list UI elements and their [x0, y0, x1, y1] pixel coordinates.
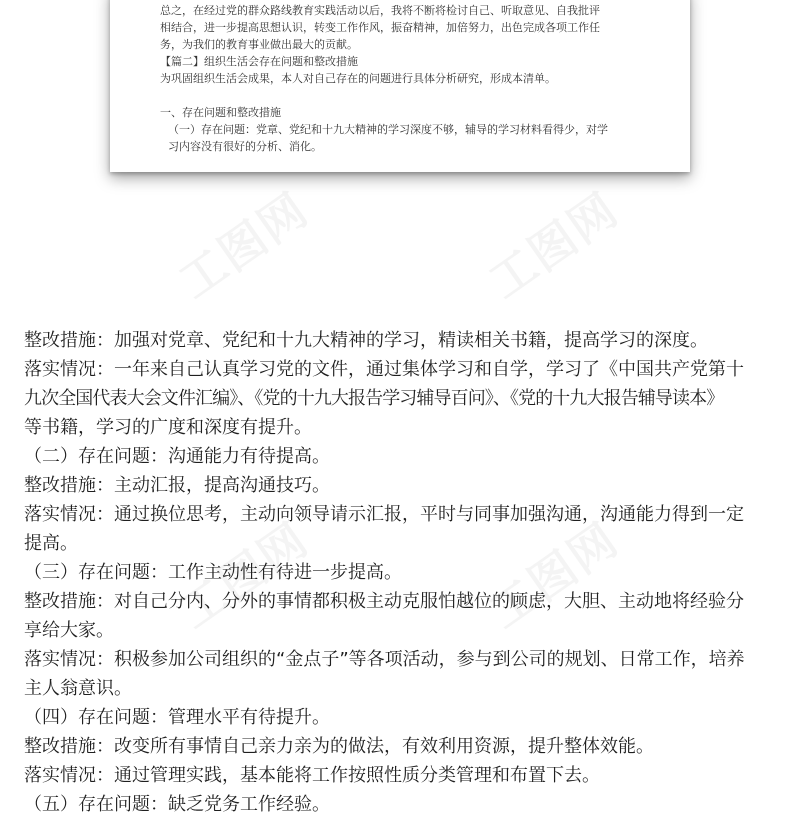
preview-line: 相结合，进一步提高思想认识，转变工作作风，振奋精神，加倍努力，出色完成各项工作任 [160, 21, 600, 34]
body-line: 整改措施：对自己分内、分外的事情都积极主动克服怕越位的顾虑，大胆、主动地将经验分 [24, 591, 744, 612]
document-preview-card [110, 0, 690, 172]
preview-line: 习内容没有很好的分析、消化。 [168, 140, 322, 153]
preview-line: 总之，在经过党的群众路线教育实践活动以后，我将不断将检讨自己、听取意见、自我批评 [160, 4, 600, 17]
body-line: 落实情况：通过管理实践，基本能将工作按照性质分类管理和布置下去。 [24, 765, 600, 786]
body-line: 提高。 [24, 533, 78, 554]
body-line: 整改措施：改变所有事情自己亲力亲为的做法，有效利用资源，提升整体效能。 [24, 736, 654, 757]
body-line: 九次全国代表大会文件汇编》、《党的十九大报告学习辅导百问》、《党的十九大报告辅导读本》 [24, 388, 724, 409]
preview-section-heading: 【篇二】组织生活会存在问题和整改措施 [160, 55, 358, 68]
preview-line: 务，为我们的教育事业做出最大的贡献。 [160, 38, 358, 51]
preview-line: （一）存在问题：党章、党纪和十九大精神的学习深度不够，辅导的学习材料看得少，对学 [168, 123, 608, 136]
preview-subheading: 一、存在问题和整改措施 [160, 106, 281, 119]
body-line: 等书籍，学习的广度和深度有提升。 [24, 417, 312, 438]
watermark [474, 175, 630, 312]
body-line: 整改措施：主动汇报，提高沟通技巧。 [24, 475, 330, 496]
body-line: 主人翁意识。 [24, 678, 132, 699]
body-line: 落实情况：通过换位思考，主动向领导请示汇报，平时与同事加强沟通，沟通能力得到一定 [24, 504, 744, 525]
body-line: （四）存在问题：管理水平有待提升。 [24, 707, 330, 728]
document-body [24, 326, 780, 819]
body-line: （二）存在问题：沟通能力有待提高。 [24, 446, 330, 467]
body-line: （五）存在问题：缺乏党务工作经验。 [24, 794, 330, 815]
watermark [164, 175, 320, 312]
preview-blank-line [160, 87, 650, 104]
body-line: 落实情况：积极参加公司组织的“金点子”等各项活动，参与到公司的规划、日常工作，培养 [24, 649, 745, 670]
body-line: 落实情况：一年来自己认真学习党的文件，通过集体学习和自学，学习了《中国共产党第十 [24, 359, 744, 380]
body-line: （三）存在问题：工作主动性有待进一步提高。 [24, 562, 402, 583]
body-line: 整改措施：加强对党章、党纪和十九大精神的学习，精读相关书籍，提高学习的深度。 [24, 330, 708, 351]
preview-line: 为巩固组织生活会成果，本人对自己存在的问题进行具体分析研究，形成本清单。 [160, 72, 556, 85]
document-preview-text [160, 0, 650, 155]
body-line: 享给大家。 [24, 620, 114, 641]
